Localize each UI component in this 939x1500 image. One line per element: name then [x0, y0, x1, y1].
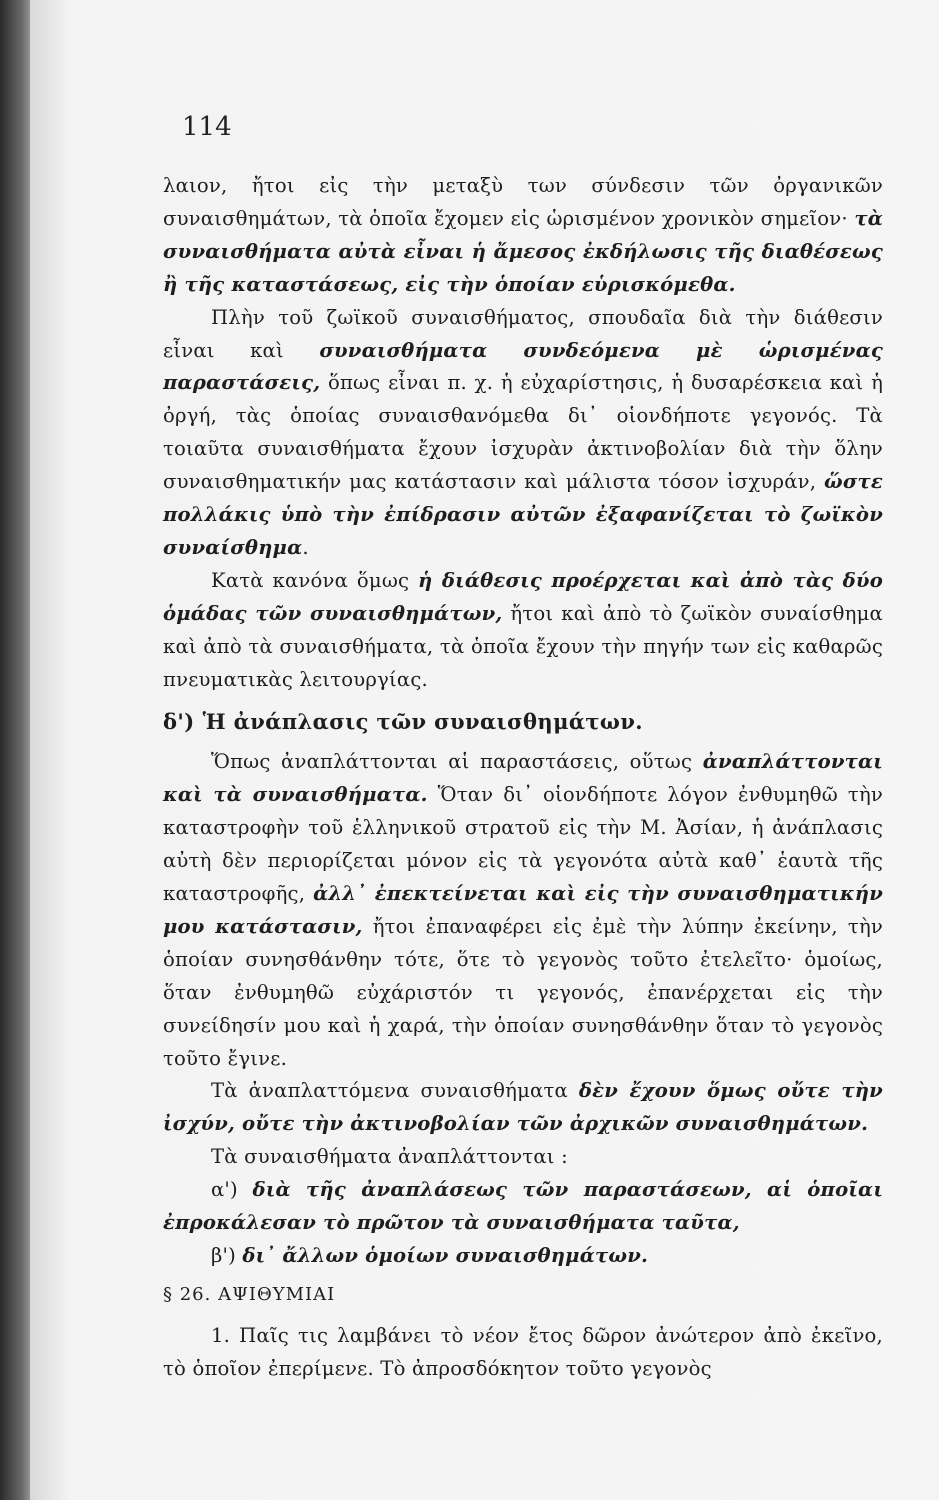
section-title: § 26. ΑΨΙΘΥΜΙΑΙ: [163, 1283, 336, 1305]
emphasis-text: ἀναπλάττονται καὶ τὰ συναισθήματα.: [163, 750, 883, 807]
book-page: [30, 0, 939, 1500]
page-number: 114: [182, 112, 232, 142]
subsection-number: δ'): [163, 708, 195, 734]
paragraph-9: 1. Παῖς τις λαμβάνει τὸ νέον ἔτος δῶρον ἀνώτερον ἀπὸ ἐκεῖνο, τὸ ὁποῖον ἐπερίμενε. Τὸ ἀπροσδόκητον τοῦτο γεγονὸς: [163, 1323, 883, 1380]
subsection-heading: [163, 706, 883, 739]
emphasis-text: ὥστε πολλάκις ὑπὸ τὴν ἐπίδρασιν αὐτῶν ἐξαφανίζεται τὸ ζωϊκὸν συναίσθημα: [163, 470, 883, 559]
subsection-title: Ἡ ἀνάπλασις τῶν συναισθημάτων.: [202, 708, 644, 734]
paragraph-3: Κατὰ κανόνα ὅμως ἡ διάθεσις προέρχεται καὶ ἀπὸ τὰς δύο ὁμάδας τῶν συναισθημάτων, ἤτοι καὶ ἀπὸ τὸ ζωϊκὸν συναίσθημα καὶ ἀπὸ τὰ συναισθήματα, τὰ ὁποῖα ἔχουν τὴν πηγήν των εἰς καθαρῶς πνευματικὰς λειτουργίας.: [163, 568, 883, 691]
paragraph-5: Τὰ ἀναπλαττόμενα συναισθήματα δὲν ἔχουν ὅμως οὔτε τὴν ἰσχύν, οὔτε τὴν ἀκτινοβολίαν τῶν ἀρχικῶν συναισθημάτων.: [163, 1079, 883, 1136]
emphasis-text: δι᾽ ἄλλων ὁμοίων συναισθημάτων.: [242, 1244, 649, 1267]
emphasis-text: τὰ συναισθήματα αὐτὰ εἶναι ἡ ἄμεσος ἐκδήλωσις τῆς διαθέσεως ἢ τῆς καταστάσεως, εἰς τὴν ὁποίαν εὑρισκόμεθα.: [163, 206, 883, 296]
paragraph-2: Πλὴν τοῦ ζωϊκοῦ συναισθήματος, σπουδαῖα διὰ τὴν διάθεσιν εἶναι καὶ συναισθήματα συνδεόμενα μὲ ὡρισμένας παραστάσεις, ὅπως εἶναι π. χ. ἡ εὐχαρίστησις, ἡ δυσαρέσκεια καὶ ἡ ὀργή, τὰς ὁποίας συναισθανόμεθα δι᾽ οἱονδήποτε γεγονός. Τὰ τοιαῦτα συναισθήματα ἔχουν ἰσχυρὰν ἀκτινοβολίαν διὰ τὴν ὅλην συναισθηματικήν μας κατάστασιν καὶ μάλιστα τόσον ἰσχυράν, ὥστε πολλάκις ὑπὸ τὴν ἐπίδρασιν αὐτῶν ἐξαφανίζεται τὸ ζωϊκὸν συναίσθημα.: [163, 305, 884, 559]
emphasis-text: ἀλλ᾽ ἐπεκτείνεται καὶ εἰς τὴν συναισθηματικήν μου κατάστασιν,: [163, 882, 883, 938]
paragraph-6: Τὰ συναισθήματα ἀναπλάττονται :: [211, 1145, 568, 1169]
emphasis-text: δὲν ἔχουν ὅμως οὔτε τὴν ἰσχύν, οὔτε τὴν ἀκτινοβολίαν τῶν ἀρχικῶν συναισθημάτων.: [163, 1079, 883, 1136]
body-text: [163, 170, 883, 1386]
emphasis-text: συναισθήματα συνδεόμενα μὲ ὡρισμένας παραστάσεις,: [163, 338, 884, 395]
paragraph-4: Ὅπως ἀναπλάττονται αἱ παραστάσεις, οὕτως ἀναπλάττονται καὶ τὰ συναισθήματα. Ὅταν δι᾽ οἱονδήποτε λόγον ἐνθυμηθῶ τὴν καταστροφὴν τοῦ ἑλληνικοῦ στρατοῦ εἰς τὴν Μ. Ἀσίαν, ἡ ἀνάπλασις αὐτὴ δὲν περιορίζεται μόνον εἰς τὰ γεγονότα αὐτὰ καθ᾽ ἑαυτὰ τῆς καταστροφῆς, ἀλλ᾽ ἐπεκτείνεται καὶ εἰς τὴν συναισθηματικήν μου κατάστασιν, ἤτοι ἐπαναφέρει εἰς ἐμὲ τὴν λύπην ἐκείνην, τὴν ὁποίαν συνησθάνθην τότε, ὅτε τὸ γεγονὸς τοῦτο ἐτελεῖτο· ὁμοίως, ὅταν ἐνθυμηθῶ εὐχάριστόν τι γεγονός, ἐπανέρχεται εἰς τὴν συνείδησίν μου καὶ ἡ χαρά, τὴν ὁποίαν συνησθάνθην ὅταν τὸ γεγονὸς τοῦτο ἔγινε.: [163, 750, 884, 1070]
paragraph-1: λαιον, ἤτοι εἰς τὴν μεταξὺ των σύνδεσιν τῶν ὀργανικῶν συναισθημάτων, τὰ ὁποῖα ἔχομεν εἰς ὡρισμένον χρονικὸν σημεῖον· τὰ συναισθήματα αὐτὰ εἶναι ἡ ἄμεσος ἐκδήλωσις τῆς διαθέσεως ἢ τῆς καταστάσεως, εἰς τὴν ὁποίαν εὑρισκόμεθα.: [163, 174, 883, 296]
emphasis-text: διὰ τῆς ἀναπλάσεως τῶν παραστάσεων, αἱ ὁποῖαι ἐπροκάλεσαν τὸ πρῶτον τὰ συναισθήματα ταῦτα,: [163, 1178, 883, 1235]
list-item-a: α') διὰ τῆς ἀναπλάσεως τῶν παραστάσεων, αἱ ὁποῖαι ἐπροκάλεσαν τὸ πρῶτον τὰ συναισθήματα ταῦτα,: [163, 1178, 883, 1235]
emphasis-text: ἡ διάθεσις προέρχεται καὶ ἀπὸ τὰς δύο ὁμάδας τῶν συναισθημάτων,: [163, 568, 883, 625]
list-item-b: β') δι᾽ ἄλλων ὁμοίων συναισθημάτων.: [211, 1244, 649, 1267]
